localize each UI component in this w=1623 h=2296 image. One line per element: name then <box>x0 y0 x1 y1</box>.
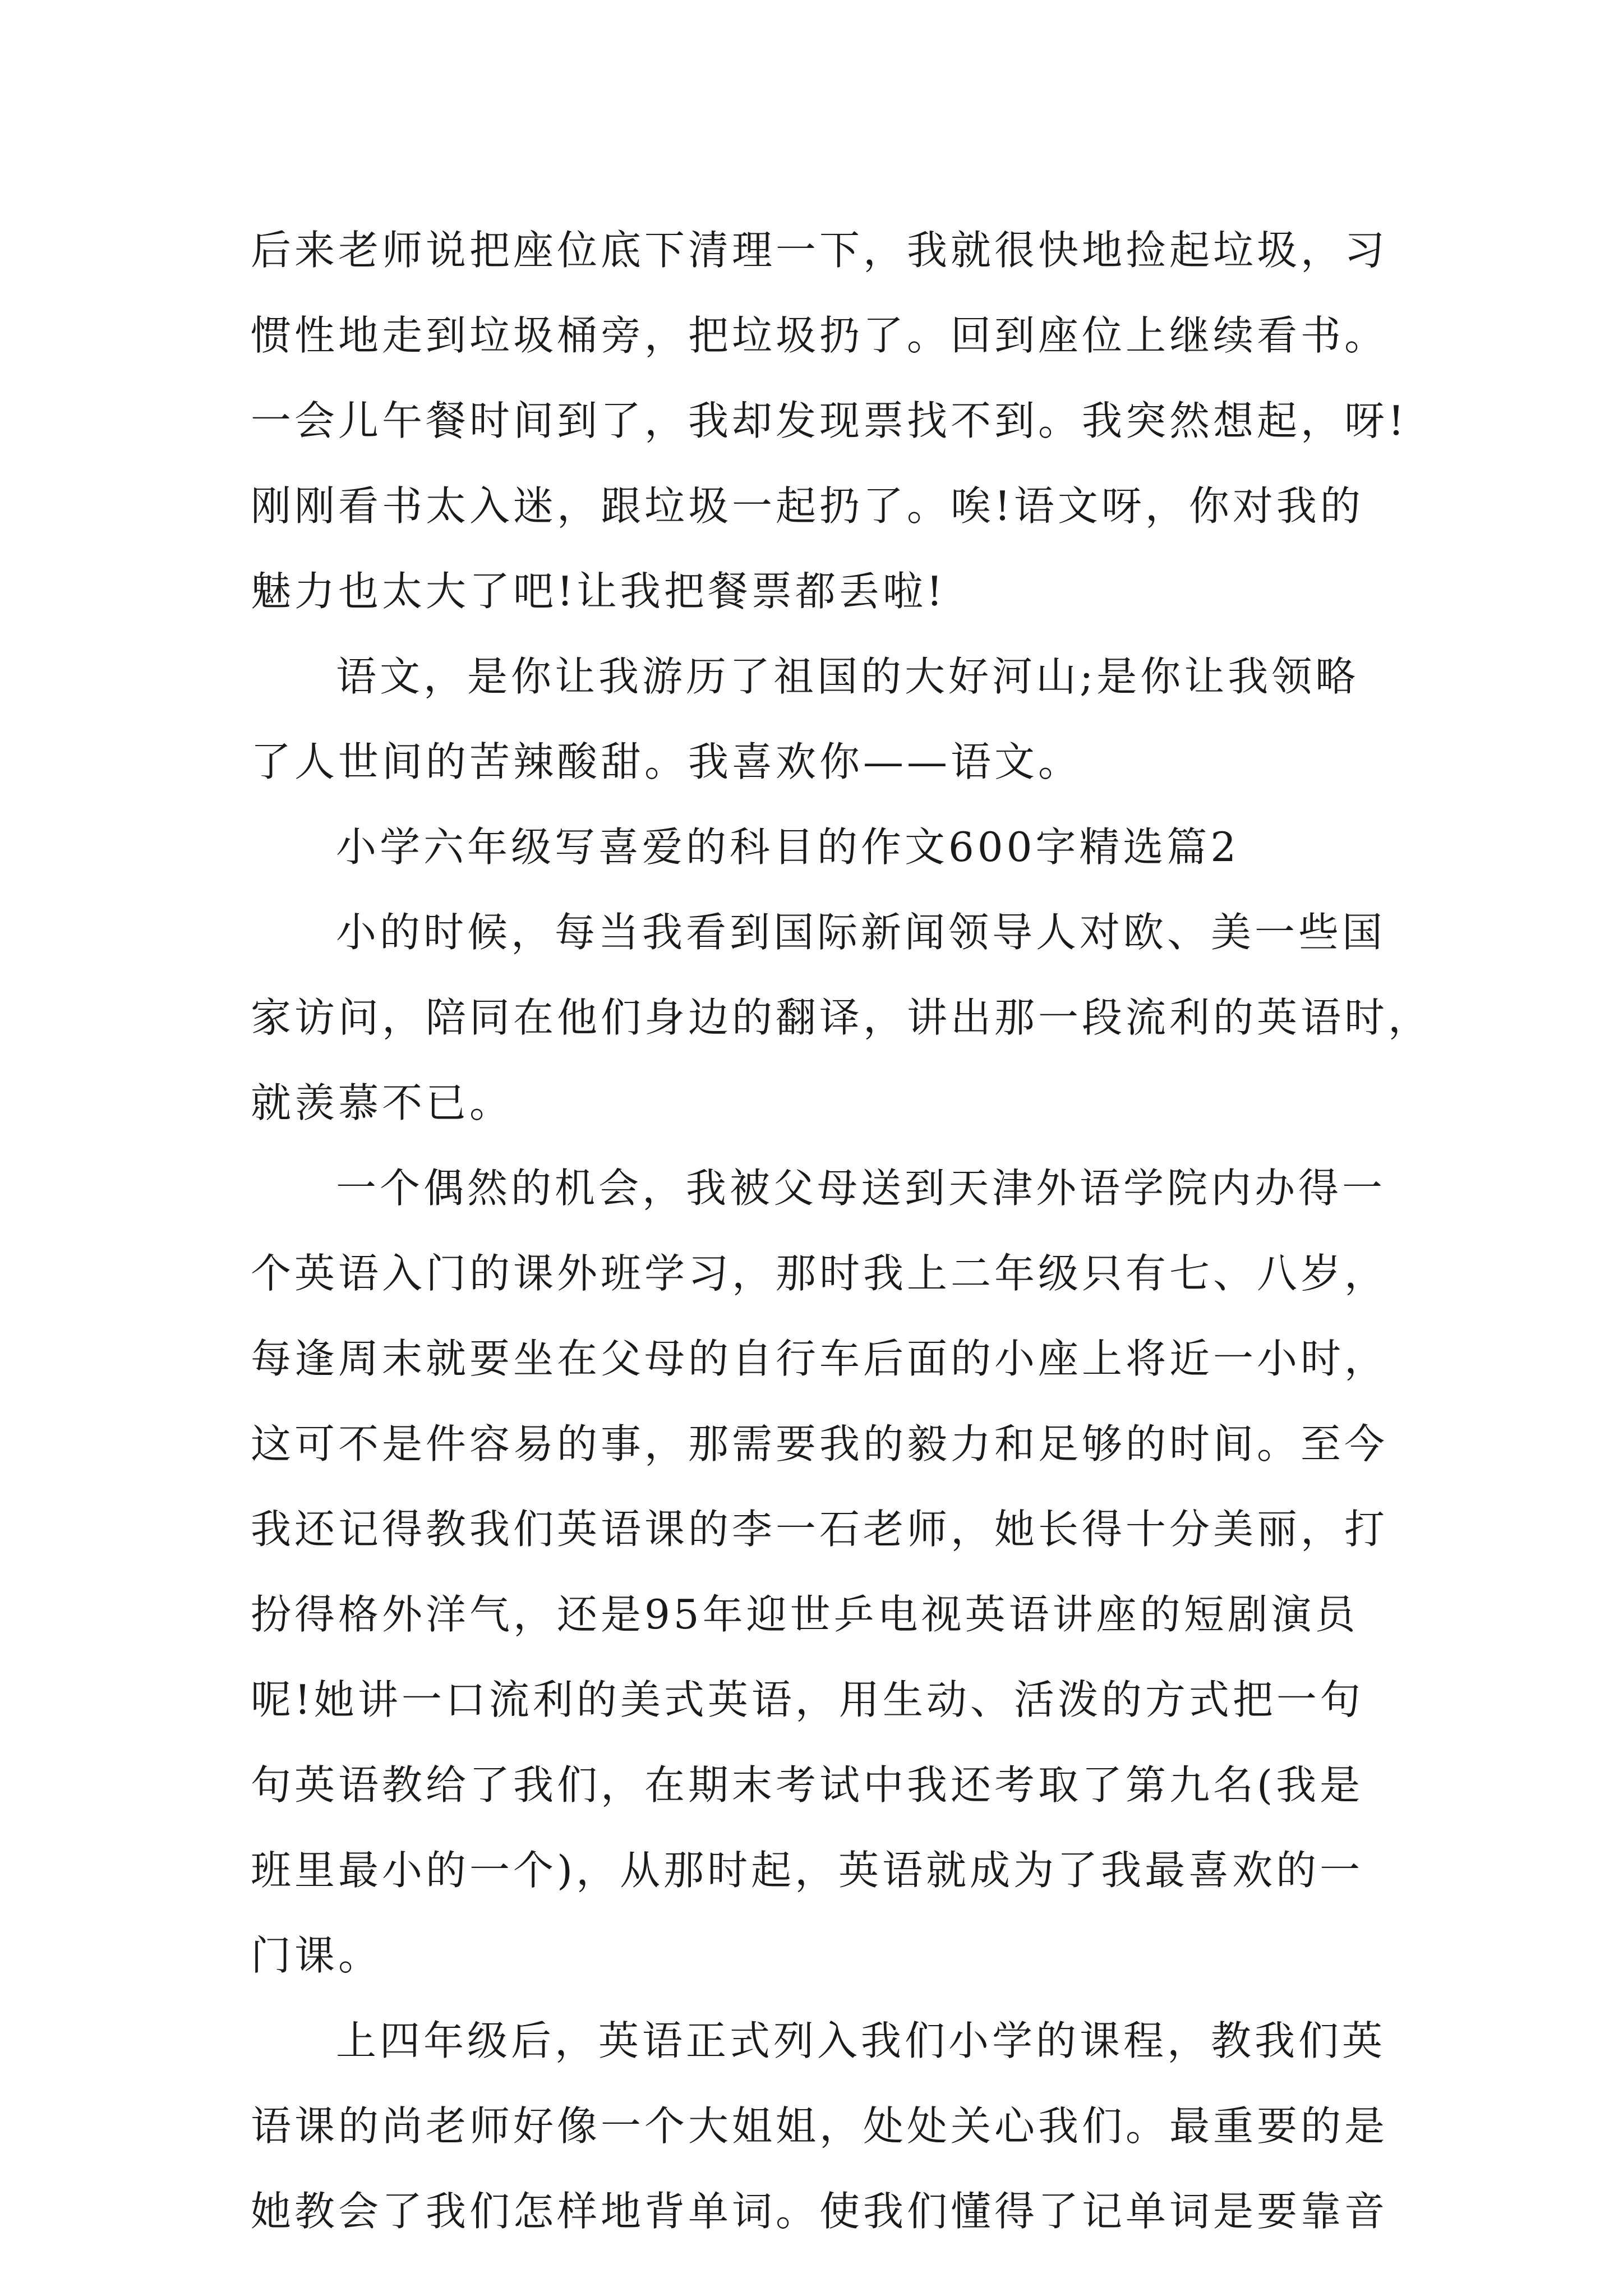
text-line: 语课的尚老师好像一个大姐姐，处处关心我们。最重要的是 <box>251 2102 1389 2150</box>
text-line: 句英语教给了我们，在期末考试中我还考取了第九名(我是 <box>251 1761 1364 1809</box>
text-line: 我还记得教我们英语课的李一石老师，她长得十分美丽，打 <box>251 1506 1389 1553</box>
text-line: 惯性地走到垃圾桶旁，把垃圾扔了。回到座位上继续看书。 <box>251 312 1389 359</box>
text-line: 呢!她讲一口流利的美式英语，用生动、活泼的方式把一句 <box>251 1676 1364 1723</box>
document-body <box>251 208 1432 2254</box>
paragraph-start-line: 语文，是你让我游历了祖国的大好河山;是你让我领略 <box>336 653 1359 700</box>
text-line: 门课。 <box>251 1932 382 1979</box>
text-line: 一会儿午餐时间到了，我却发现票找不到。我突然想起，呀! <box>251 397 1408 444</box>
text-line: 个英语入门的课外班学习，那时我上二年级只有七、八岁， <box>251 1250 1389 1297</box>
paragraph-start-line: 一个偶然的机会，我被父母送到天津外语学院内办得一 <box>336 1165 1386 1212</box>
text-line: 这可不是件容易的事，那需要我的毅力和足够的时间。至今 <box>251 1420 1389 1467</box>
text-line: 刚刚看书太入迷，跟垃圾一起扔了。唉!语文呀，你对我的 <box>251 482 1364 530</box>
text-line: 家访问，陪同在他们身边的翻译，讲出那一段流利的英语时， <box>251 994 1432 1041</box>
paragraph-start-line: 上四年级后，英语正式列入我们小学的课程，教我们英 <box>336 2017 1386 2064</box>
text-line: 每逢周末就要坐在父母的自行车后面的小座上将近一小时， <box>251 1335 1389 1382</box>
text-line: 她教会了我们怎样地背单词。使我们懂得了记单词是要靠音 <box>251 2188 1389 2235</box>
text-line: 魅力也太大了吧!让我把餐票都丢啦! <box>251 568 946 615</box>
text-line: 后来老师说把座位底下清理一下，我就很快地捡起垃圾，习 <box>251 227 1389 274</box>
paragraph-start-line: 小的时候，每当我看到国际新闻领导人对欧、美一些国 <box>336 909 1386 956</box>
text-line: 了人世间的苦辣酸甜。我喜欢你——语文。 <box>251 738 1082 785</box>
text-line: 就羡慕不已。 <box>251 1079 514 1126</box>
section-heading: 小学六年级写喜爱的科目的作文600字精选篇2 <box>336 823 1240 871</box>
text-line: 扮得格外洋气，还是95年迎世乒电视英语讲座的短剧演员 <box>251 1591 1359 1638</box>
text-line: 班里最小的一个)，从那时起，英语就成为了我最喜欢的一 <box>251 1847 1364 1894</box>
